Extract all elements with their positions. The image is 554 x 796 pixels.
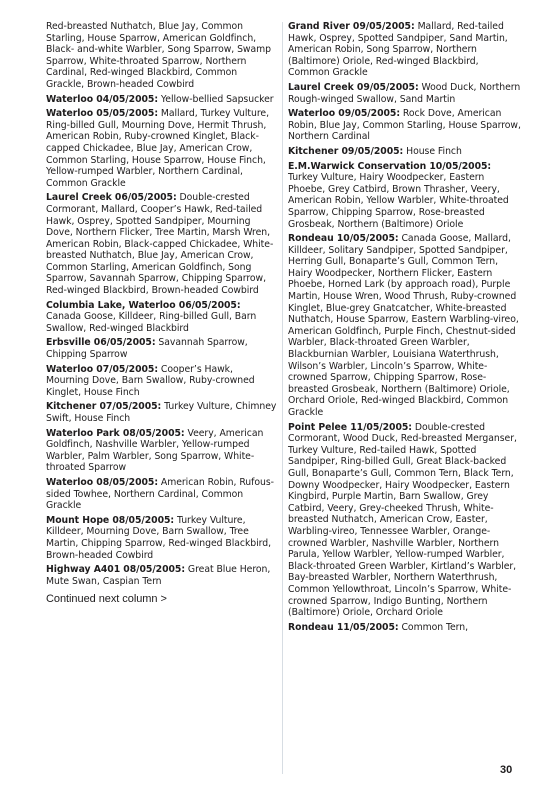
entry-heading: Laurel Creek 09/05/2005:: [288, 81, 419, 93]
entry-heading: Kitchener 09/05/2005:: [288, 145, 404, 157]
entry-heading: Grand River 09/05/2005:: [288, 21, 415, 32]
sighting-entry: [46, 192, 278, 296]
sighting-entry: [288, 82, 522, 105]
sighting-entry: [288, 161, 522, 231]
entry-text: Savannah Sparrow, Chipping Sparrow: [46, 337, 248, 361]
column-divider: [282, 22, 283, 774]
sighting-entry: [46, 564, 278, 587]
entry-text: Rock Dove, American Robin, Blue Jay, Common Starling, House Sparrow, Northern Cardinal: [288, 108, 521, 143]
entry-text: Turkey Vulture, Killdeer, Mourning Dove, Barn Swallow, Tree Martin, Chipping Sparrow, Red-winged Blackbird, Brown-headed Cowbird: [46, 514, 272, 561]
entry-text: Double-crested Cormorant, Wood Duck, Red-breasted Merganser, Turkey Vulture, Red-tailed Hawk, Spotted Sandpiper, Ring-billed Gull, Great Black-backed Gull, Bonaparte’s Gull, Common Tern, Black Tern, Downy Woodpecker, Hairy Woodpecker, Eastern Kingbird, Purple Martin, Barn Swallow, Grey Catbird, Veery, Grey-cheeked Thrush, White-breasted Nuthatch, American Crow, Easter, Warbling-vireo, Tennessee Warbler, Orange-crowned Warbler, Nashville Warbler, Northern Parula, Yellow Warbler, Yellow-rumped Warbler, Black-throated Green Warbler, Kirtland’s Warbler, Bay-breasted Warbler, Northern Waterthrush, Common Yellowthroat, Lincoln’s Sparrow, White-crowned Sparrow, Indigo Bunting, Northern (Baltimore) Oriole, Orchard Oriole: [288, 421, 517, 619]
entry-heading: Columbia Lake, Waterloo 06/05/2005:: [46, 299, 241, 311]
sighting-entry: [288, 146, 522, 158]
entry-text: House Finch: [406, 145, 462, 157]
sighting-entry: [288, 108, 522, 143]
entry-text: Yellow-bellied Sapsucker: [160, 93, 274, 105]
entry-heading: Laurel Creek 06/05/2005:: [46, 192, 177, 204]
sighting-entry: [46, 94, 278, 106]
continued-note: Continued next column >: [46, 593, 167, 606]
entry-text: American Robin, Rufous-sided Towhee, Northern Cardinal, Common Grackle: [46, 476, 274, 512]
sighting-entry: [46, 364, 278, 399]
entry-heading: Waterloo Park 08/05/2005:: [46, 427, 185, 439]
entry-text: Turkey Vulture, Hairy Woodpecker, Eastern Phoebe, Grey Catbird, Brown Thrasher, Veery, American Robin, Yellow Warbler, White-throated Sparrow, Chipping Sparrow, Rose-breasted Grosbeak, Northern (Baltimore) Oriole: [288, 172, 509, 230]
sighting-entry: [46, 337, 278, 360]
entry-heading: Waterloo 08/05/2005:: [46, 476, 158, 488]
sighting-entry: [288, 21, 522, 79]
entry-text: Red-breasted Nuthatch, Blue Jay, Common Starling, House Sparrow, American Goldfinch, Black- and-white Warbler, Song Sparrow, Swamp Sparrow, White-throated Sparrow, Northern Cardinal, Red-winged Blackbird, Common Grackle, Brown-headed Cowbird: [46, 21, 271, 90]
sighting-entry: [288, 422, 522, 619]
entry-text: Double-crested Cormorant, Mallard, Cooper’s Hawk, Red-tailed Hawk, Osprey, Spotted Sandpiper, Mourning Dove, Northern Flicker, Tree Martin, Marsh Wren, American Robin, Black-capped Chickadee, White-breasted Nuthatch, Blue Jay, American Crow, Common Starling, American Goldfinch, Song Sparrow, Savannah Sparrow, Chipping Sparrow, Red-winged Blackbird, Brown-headed Cowbird: [46, 192, 274, 297]
sighting-entry: [46, 428, 278, 474]
entry-text: Turkey Vulture, Chimney Swift, House Finch: [46, 401, 277, 424]
sighting-entry: [46, 300, 278, 335]
sighting-entry: [46, 477, 278, 512]
entry-text: Canada Goose, Killdeer, Ring-billed Gull, Barn Swallow, Red-winged Blackbird: [46, 311, 257, 334]
entry-text: Common Tern,: [401, 621, 469, 633]
sighting-entry: [288, 233, 522, 419]
left-column: [46, 21, 278, 606]
entry-heading: E.M.Warwick Conservation 10/05/2005:: [288, 160, 492, 172]
entry-heading: Waterloo 04/05/2005:: [46, 93, 158, 105]
sighting-entry: [46, 401, 278, 424]
entry-heading: Rondeau 11/05/2005:: [288, 621, 399, 633]
sighting-entry: [46, 515, 278, 561]
right-column: [288, 21, 522, 636]
sighting-entry: [46, 108, 278, 189]
entry-text: Great Blue Heron, Mute Swan, Caspian Tern: [46, 564, 271, 587]
entry-heading: Rondeau 10/05/2005:: [288, 233, 399, 245]
sighting-entry: [46, 21, 278, 91]
entry-heading: Erbsville 06/05/2005:: [46, 337, 156, 349]
entry-heading: Mount Hope 08/05/2005:: [46, 514, 175, 526]
entry-heading: Kitchener 07/05/2005:: [46, 401, 162, 413]
entry-heading: Highway A401 08/05/2005:: [46, 564, 186, 576]
entry-text: Cooper’s Hawk, Mourning Dove, Barn Swallow, Ruby-crowned Kinglet, House Finch: [46, 363, 255, 398]
entry-text: Mallard, Red-tailed Hawk, Osprey, Spotted Sandpiper, Sand Martin, American Robin, Song Sparrow, Northern (Baltimore) Oriole, Red-winged Blackbird, Common Grackle: [288, 21, 508, 79]
entry-text: Wood Duck, Northern Rough-winged Swallow, Sand Martin: [288, 81, 521, 105]
entry-heading: Waterloo 09/05/2005:: [288, 108, 400, 120]
entry-heading: Waterloo 05/05/2005:: [46, 108, 158, 120]
entry-heading: Waterloo 07/05/2005:: [46, 363, 158, 375]
entry-heading: Point Pelee 11/05/2005:: [288, 421, 412, 433]
sighting-entry: [288, 622, 522, 634]
entry-text: Canada Goose, Mallard, Killdeer, Solitary Sandpiper, Spotted Sandpiper, Herring Gull, Bonaparte’s Gull, Common Tern, Hairy Woodpecker, Northern Flicker, Eastern Phoebe, Horned Lark (by approach road), Purple Martin, House Wren, Wood Thrush, Ruby-crowned Kinglet, Blue-grey Gnatcatcher, White-breasted Nuthatch, House Sparrow, Eastern Warbling-vireo, American Goldfinch, Purple Finch, Chestnut-sided Warbler, Black-throated Green Warbler, Blackburnian Warbler, Louisiana Waterthrush, Wilson’s Warbler, Lincoln’s Sparrow, White-crowned Sparrow, Chipping Sparrow, Rose-breasted Grosbeak, Northern (Baltimore) Oriole, Orchard Oriole, Red-winged Blackbird, Common Grackle: [288, 233, 519, 418]
entry-text: Veery, American Goldfinch, Nashville Warbler, Yellow-rumped Warbler, Palm Warbler, Song Sparrow, White-throated Sparrow: [46, 427, 264, 474]
entry-text: Mallard, Turkey Vulture, Ring-billed Gull, Mourning Dove, Hermit Thrush, American Robin, Ruby-crowned Kinglet, Black-capped Chickadee, Blue Jay, American Crow, Common Starling, House Sparrow, House Finch, Yellow-rumped Warbler, Northern Cardinal, Common Grackle: [46, 108, 270, 189]
page-number: 30: [500, 764, 513, 776]
